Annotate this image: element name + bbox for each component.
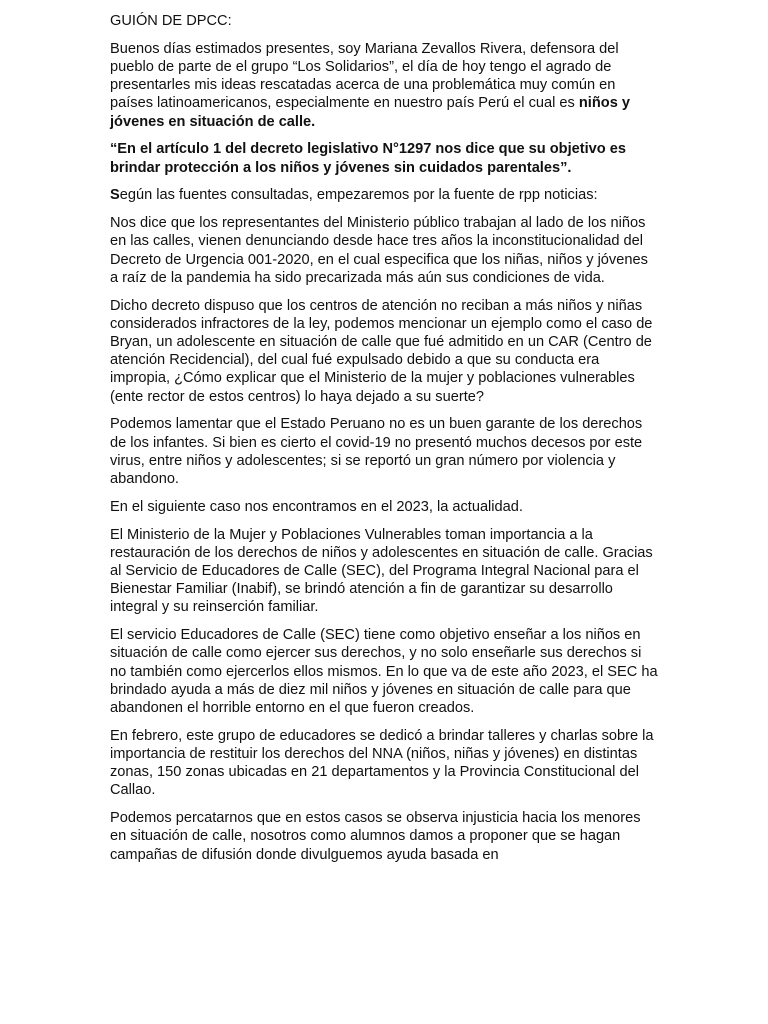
quote-text: “En el artículo 1 del decreto legislativo N°1297 nos dice que su objetivo es brindar protección a los niños y jóvenes sin cuidados parentales”. bbox=[110, 141, 626, 176]
paragraph-conclusion: Podemos percatarnos que en estos casos se observa injusticia hacia los menores en situación de calle, nosotros como alumnos damos a proponer que se hagan campañas de difusión donde divulguemos ayuda basada en bbox=[110, 810, 641, 863]
paragraph-sources bbox=[110, 186, 660, 204]
paragraph-ministerio-publico: Nos dice que los representantes del Ministerio público trabajan al lado de los niños en las calles, vienen denunciando desde hace tres años la inconstitucionalidad del Decreto de Urgencia 001-2020, en el cual especifica que los niñas, niños y jóvenes a raíz de la pandemia ha sido precarizada más aún sus condiciones de vida. bbox=[110, 215, 648, 286]
paragraph-sec: El servicio Educadores de Calle (SEC) tiene como objetivo enseñar a los niños en situación de calle como ejercer sus derechos, y no solo enseñarle sus derechos si no también como ejercerlos ellos mismos. En lo que va de este año 2023, el SEC ha brindado ayuda a más de diez mil niños y jóvenes en situación de calle para que abandonen el horrible entorno en el que fueron creados. bbox=[110, 627, 658, 717]
paragraph-2023: En el siguiente caso nos encontramos en el 2023, la actualidad. bbox=[110, 498, 523, 515]
intro-text: Buenos días estimados presentes, soy Mariana Zevallos Rivera, defensora del pueblo de parte de el grupo “Los Solidarios”, el día de hoy tengo el agrado de presentarles mis ideas rescatadas acerca de una problemática muy común en países latinoamericanos, especialmente en nuestro país Perú el cual es bbox=[110, 40, 619, 112]
sources-text: egún las fuentes consultadas, empezaremos por la fuente de rpp noticias: bbox=[119, 187, 598, 204]
intro-bold-topic: niños y jóvenes en situación de calle. bbox=[110, 95, 630, 130]
document-page bbox=[110, 12, 660, 873]
paragraph-estado: Podemos lamentar que el Estado Peruano no es un buen garante de los derechos de los infantes. Si bien es cierto el covid-19 no presentó muchos decesos por este virus, entre niños y adolescentes; si se reportó un gran número por violencia y abandono. bbox=[110, 416, 643, 488]
paragraph-ministerio-mujer: El Ministerio de la Mujer y Poblaciones Vulnerables toman importancia a la restauración de los derechos de niños y adolescentes en situación de calle. Gracias al Servicio de Educadores de Calle (SEC), del Programa Integral Nacional para el Bienestar Familiar (Inabif), se brindó atención a fin de garantizar su desarrollo integral y su reinserción familiar. bbox=[110, 526, 653, 616]
paragraph-febrero: En febrero, este grupo de educadores se dedicó a brindar talleres y charlas sobre la importancia de restituir los derechos del NNA (niños, niñas y jóvenes) en distintas zonas, 150 zonas ubicadas en 21 departamentos y la Provincia Constitucional del Callao. bbox=[110, 727, 654, 799]
paragraph-decreto: Dicho decreto dispuso que los centros de atención no reciban a más niños y niñas considerados infractores de la ley, podemos mencionar un ejemplo como el caso de Bryan, un adolescente en situación de calle que fué admitido en un CAR (Centro de atención Recidencial), del cual fué expulsado debido a que su conducta era impropia, ¿Cómo explicar que el Ministerio de la mujer y poblaciones vulnerables (ente rector de estos centros) lo haya dejado a su suerte? bbox=[110, 297, 653, 405]
paragraph-intro bbox=[110, 40, 660, 131]
document-title: GUIÓN DE DPCC: bbox=[110, 13, 232, 29]
sources-initial: S bbox=[110, 187, 120, 204]
paragraph-quote bbox=[110, 140, 660, 176]
